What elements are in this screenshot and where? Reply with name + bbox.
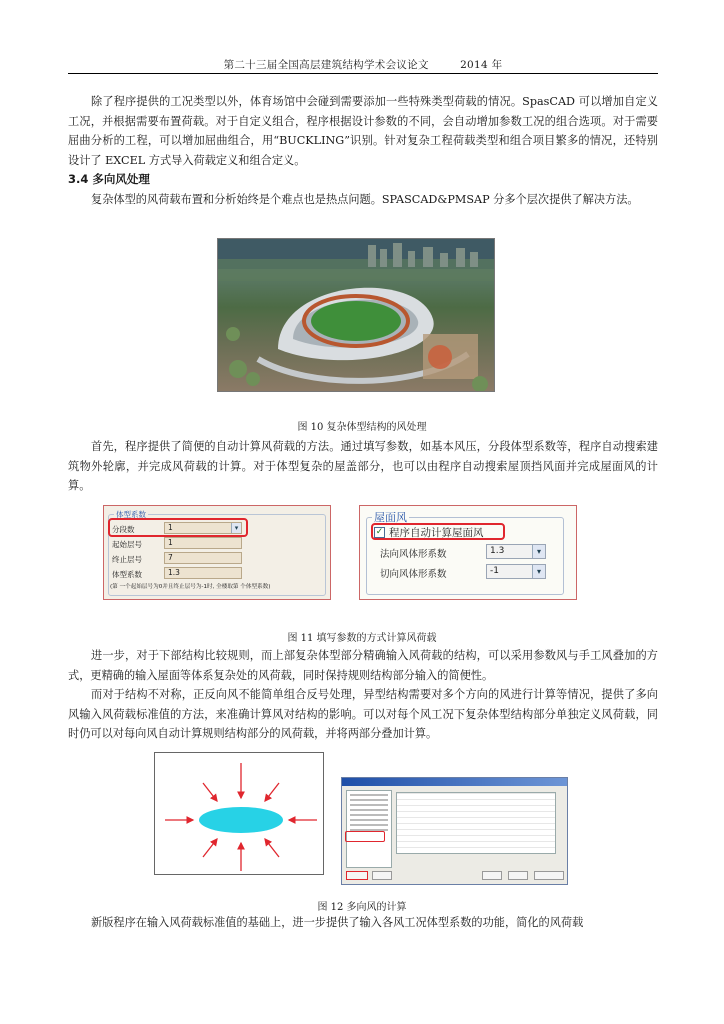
shape-coefficient-note: (第 一个起始层号为0并且终止层号为-1时, 全楼取第 个体型系数) (110, 584, 271, 590)
paragraph-multi-direction: 而对于结构不对称，正反向风不能简单组合反号处理，异型结构需要对多个方向的风进行计算等情况，提供了多向风输入风荷载标准值的方法，来准确计算风对结构的影响。可以对每个风工况下复杂体型结构部分单独定义风荷载，同时仍可以对每向风自动计算规则结构部分的风荷载，并将两部分叠加计算。 (68, 688, 658, 740)
roof-wind-group-title: 屋面风 (374, 511, 407, 524)
normal-coefficient-select[interactable] (486, 544, 546, 559)
chevron-down-icon[interactable]: ▾ (532, 545, 545, 558)
end-floor-input[interactable]: 7 (164, 552, 242, 564)
dialog-button (508, 871, 528, 880)
figure-10-caption: 图 10 复杂体型结构的风处理 (297, 422, 427, 433)
segment-count-label: 分段数 (112, 525, 135, 534)
shape-coefficient-input[interactable]: 1.3 (164, 567, 242, 579)
dialog-button (372, 871, 392, 880)
chevron-down-icon[interactable]: ▾ (231, 523, 241, 533)
multi-wind-dialog-screenshot (341, 777, 568, 885)
paragraph-auto-wind: 首先，程序提供了简便的自动计算风荷载的方法。通过填写参数，如基本风压，分段体型系数等，程序自动搜索建筑物外轮廓，并完成风荷载的计算。对于体型复杂的屋盖部分，也可以由程序自动搜索屋顶挡风面并完成屋面风的计算。 (68, 440, 658, 492)
header-title: 第二十三届全国高层建筑结构学术会议论文 (223, 59, 429, 71)
paragraph-shape-coefficient-input: 新版程序在输入风荷载标准值的基础上，进一步提供了输入各风工况体型系数的功能，简化的风荷载 (91, 916, 584, 929)
shape-coefficient-group-title: 体型系数 (116, 510, 146, 519)
dialog-button (534, 871, 564, 880)
dialog-titlebar (342, 778, 567, 786)
start-floor-input[interactable]: 1 (164, 537, 242, 549)
wind-arrow-southeast (265, 839, 279, 857)
paragraph-combined-wind: 进一步，对于下部结构比较规则，而上部复杂体型部分精确输入风荷载的结构，可以采用参数风与手工风叠加的方式，更精确的输入屋面等体系复杂处的风荷载，同时保持规则结构部分输入的简便性。 (68, 649, 658, 682)
dialog-button-highlighted (346, 871, 368, 880)
figure-11-caption: 图 11 填写参数的方式计算风荷载 (287, 633, 437, 644)
chevron-down-icon[interactable]: ▾ (532, 565, 545, 578)
wind-arrow-northeast (265, 783, 279, 801)
multi-direction-wind-diagram (154, 752, 324, 875)
tangential-coefficient-value: -1 (490, 566, 499, 576)
paragraph-wind-intro: 复杂体型的风荷载布置和分析始终是个难点也是热点问题。SPASCAD&PMSAP 分多个层次提供了解决方法。 (91, 193, 639, 206)
shape-coefficient-panel (103, 505, 331, 600)
dialog-tree-list (346, 790, 392, 868)
paragraph-custom-loads: 除了程序提供的工况类型以外，体育场馆中会碰到需要添加一些特殊类型荷载的情况。SpasCAD 可以增加自定义工况，并根据需要布置荷载。对于自定义组合，程序根据设计参数的不同，会自动增加参数工况的组合选项。对于需要屈曲分析的工程，可以增加屈曲组合，用“BUCKLING”识别。针对复杂工程荷载类型和组合项目繁多的情况，还特别设计了 EXCEL 方式导入荷载定义和组合定义。 (68, 95, 658, 167)
auto-roof-wind-highlight (371, 523, 505, 540)
auto-roof-wind-label: 程序自动计算屋面风 (389, 527, 484, 539)
shape-coefficient-label: 体型系数 (112, 570, 142, 579)
tangential-coefficient-select[interactable] (486, 564, 546, 579)
section-heading: 3.4 多向风处理 (68, 172, 150, 186)
normal-coefficient-value: 1.3 (490, 546, 505, 556)
auto-roof-wind-checkbox[interactable]: ✓ (375, 527, 384, 537)
wind-arrow-southwest (203, 839, 217, 857)
normal-coefficient-label: 法向风体形系数 (380, 549, 447, 560)
roof-wind-panel (359, 505, 577, 600)
stadium-aerial-image (217, 238, 495, 392)
start-floor-label: 起始层号 (112, 540, 142, 549)
wind-arrow-northwest (203, 783, 217, 801)
end-floor-label: 终止层号 (112, 555, 142, 564)
dialog-button (482, 871, 502, 880)
segment-count-value: 1 (168, 523, 173, 532)
segment-count-highlight (108, 518, 248, 537)
tree-highlight (345, 831, 385, 842)
header-rule (68, 73, 658, 74)
dialog-data-grid (396, 792, 556, 854)
header-year: 2014 年 (460, 59, 503, 71)
tangential-coefficient-label: 切向风体形系数 (380, 569, 447, 580)
figure-12-caption: 图 12 多向风的计算 (317, 902, 407, 913)
building-ellipse (199, 807, 283, 833)
